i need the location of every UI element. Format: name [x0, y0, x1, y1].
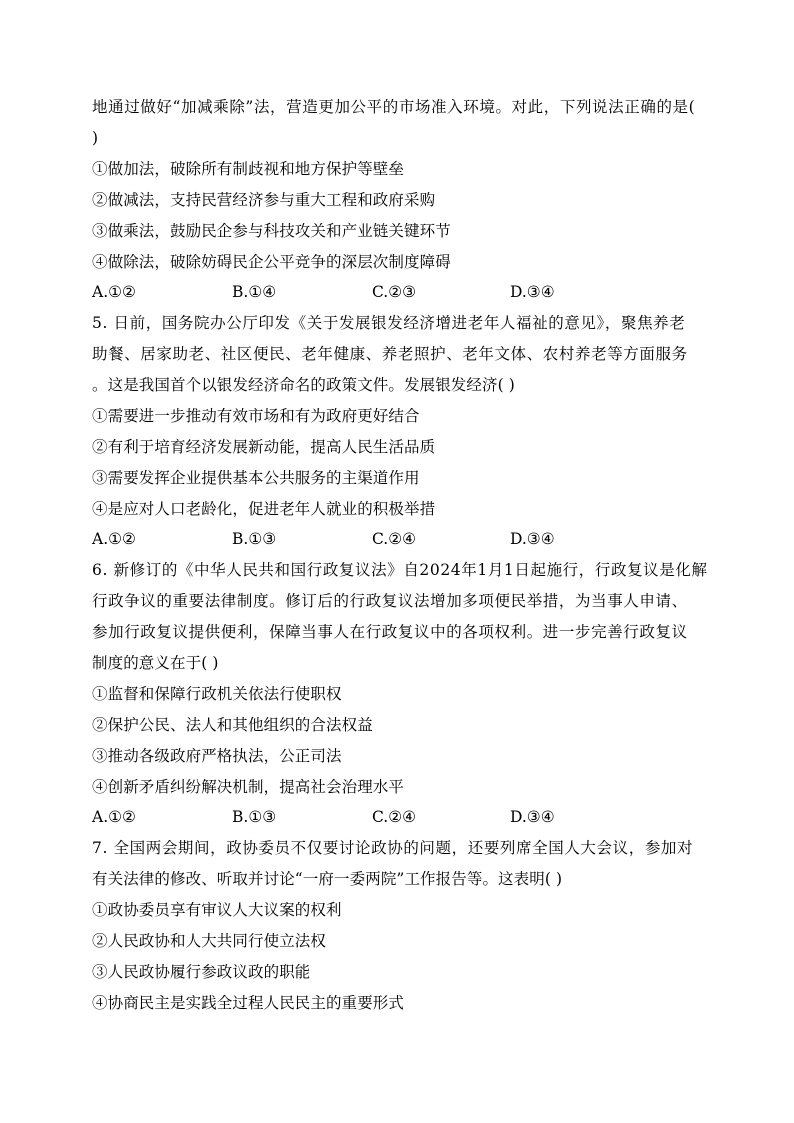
q6-stem-line-1: 6. 新修订的《中华人民共和国行政复议法》自2024年1月1日起施行，行政复议是化解	[92, 561, 708, 579]
q5-item-4: ④是应对人口老龄化，促进老年人就业的积极举措	[92, 500, 436, 518]
q6-options	[92, 807, 712, 827]
q7-item-1: ①政协委员享有审议人大议案的权利	[92, 901, 342, 919]
q4-option-b: B.①④	[232, 283, 277, 301]
q6-option-c: C.②④	[372, 808, 417, 826]
q4-option-d: D.③④	[510, 283, 555, 301]
q4-item-3: ③做乘法，鼓励民企参与科技攻关和产业链关键环节	[92, 222, 451, 240]
q5-options	[92, 529, 712, 549]
q6-stem-line-4: 制度的意义在于( )	[92, 654, 219, 672]
q6-stem-line-2: 行政争议的重要法律制度。修订后的行政复议法增加多项便民举措，为当事人申请、	[92, 592, 688, 610]
q4-stem-line-1: 地通过做好“加减乘除”法，营造更加公平的市场准入环境。对此，下列说法正确的是(	[92, 98, 696, 116]
q6-item-2: ②保护公民、法人和其他组织的合法权益	[92, 716, 373, 734]
q5-item-1: ①需要进一步推动有效市场和有为政府更好结合	[92, 407, 420, 425]
q6-item-3: ③推动各级政府严格执法，公正司法	[92, 747, 342, 765]
q7-item-3: ③人民政协履行参政议政的职能	[92, 963, 311, 981]
q4-item-2: ②做减法，支持民营经济参与重大工程和政府采购	[92, 191, 436, 209]
q5-option-c: C.②④	[372, 530, 417, 548]
q6-option-d: D.③④	[510, 808, 555, 826]
q4-options	[92, 282, 712, 302]
q5-item-3: ③需要发挥企业提供基本公共服务的主渠道作用	[92, 469, 420, 487]
q7-stem-line-2: 有关法律的修改、听取并讨论“一府一委两院”工作报告等。这表明( )	[92, 870, 563, 888]
q4-option-a: A.①②	[92, 283, 136, 301]
q5-stem-line-2: 助餐、居家助老、社区便民、老年健康、养老照护、老年文体、农村养老等方面服务	[92, 345, 688, 363]
q5-option-b: B.①③	[232, 530, 277, 548]
q5-stem-line-3: 。这是我国首个以银发经济命名的政策文件。发展银发经济( )	[92, 376, 515, 394]
q4-item-1: ①做加法，破除所有制歧视和地方保护等壁垒	[92, 160, 405, 178]
q6-option-a: A.①②	[92, 808, 136, 826]
q4-option-c: C.②③	[372, 283, 417, 301]
q5-stem-line-1: 5. 日前，国务院办公厅印发《关于发展银发经济增进老年人福祉的意见》，聚焦养老	[92, 314, 686, 332]
q7-stem-line-1: 7. 全国两会期间，政协委员不仅要讨论政协的问题，还要列席全国人大会议，参加对	[92, 839, 694, 857]
q6-item-4: ④创新矛盾纠纷解决机制，提高社会治理水平	[92, 778, 405, 796]
q4-stem-line-2: )	[92, 129, 99, 147]
q7-item-4: ④协商民主是实践全过程人民民主的重要形式	[92, 994, 405, 1012]
q5-option-a: A.①②	[92, 530, 136, 548]
q6-item-1: ①监督和保障行政机关依法行使职权	[92, 685, 342, 703]
q5-item-2: ②有利于培育经济发展新动能，提高人民生活品质	[92, 438, 436, 456]
q7-item-2: ②人民政协和人大共同行使立法权	[92, 932, 327, 950]
q5-option-d: D.③④	[510, 530, 555, 548]
q6-stem-line-3: 参加行政复议提供便利，保障当事人在行政复议中的各项权利。进一步完善行政复议	[92, 623, 688, 641]
q4-item-4: ④做除法，破除妨碍民企公平竞争的深层次制度障碍	[92, 253, 451, 271]
q6-option-b: B.①③	[232, 808, 277, 826]
